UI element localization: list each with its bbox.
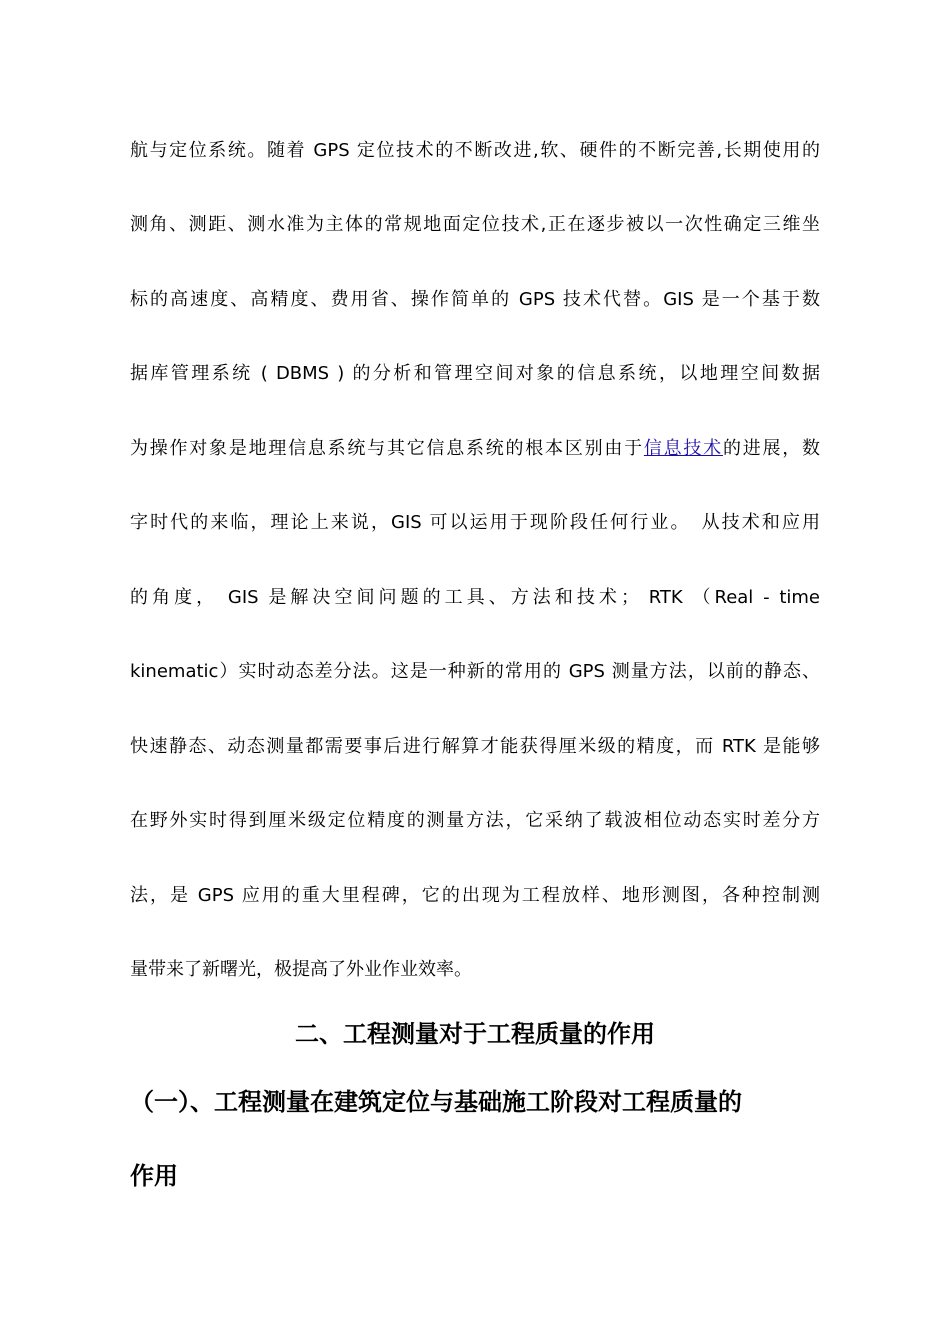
- subsection-title-line2: 作用: [130, 1162, 178, 1190]
- paragraph-line: 的角度， GIS 是解决空间问题的工具、方法和技术； RTK （Real - time: [130, 587, 820, 608]
- paragraph-line: 测角、测距、测水准为主体的常规地面定位技术,正在逐步被以一次性确定三维坐: [130, 214, 820, 235]
- paragraph-line: 在野外实时得到厘米级定位精度的测量方法，它采纳了载波相位动态实时差分方: [130, 810, 820, 831]
- info-tech-link[interactable]: 信息技术: [643, 438, 723, 459]
- paragraph-line: 字时代的来临，理论上来说，GIS 可以运用于现阶段任何行业。 从技术和应用: [130, 512, 820, 533]
- paragraph-text: 为操作对象是地理信息系统与其它信息系统的根本区别由于: [130, 438, 644, 459]
- section-title: 二、工程测量对于工程质量的作用: [295, 1020, 655, 1048]
- paragraph-line: 法，是 GPS 应用的重大里程碑，它的出现为工程放样、地形测图，各种控制测: [130, 885, 820, 906]
- subsection-title-line1: （一）、工程测量在建筑定位与基础施工阶段对工程质量的: [130, 1088, 742, 1116]
- paragraph-line: 量带来了新曙光，极提高了外业作业效率。: [130, 959, 472, 980]
- paragraph-line: [130, 437, 820, 461]
- paragraph-line: 标的高速度、高精度、费用省、操作简单的 GPS 技术代替。GIS 是一个基于数: [130, 289, 820, 310]
- paragraph-line: kinematic）实时动态差分法。这是一种新的常用的 GPS 测量方法，以前的静态、: [130, 661, 820, 682]
- paragraph-line: 据库管理系统 ( DBMS ) 的分析和管理空间对象的信息系统，以地理空间数据: [130, 363, 820, 384]
- paragraph-text: 的进展，数: [722, 438, 821, 459]
- paragraph-line: 快速静态、动态测量都需要事后进行解算才能获得厘米级的精度，而 RTK 是能够: [130, 736, 820, 757]
- paragraph-line: 航与定位系统。随着 GPS 定位技术的不断改进,软、硬件的不断完善,长期使用的: [130, 140, 820, 161]
